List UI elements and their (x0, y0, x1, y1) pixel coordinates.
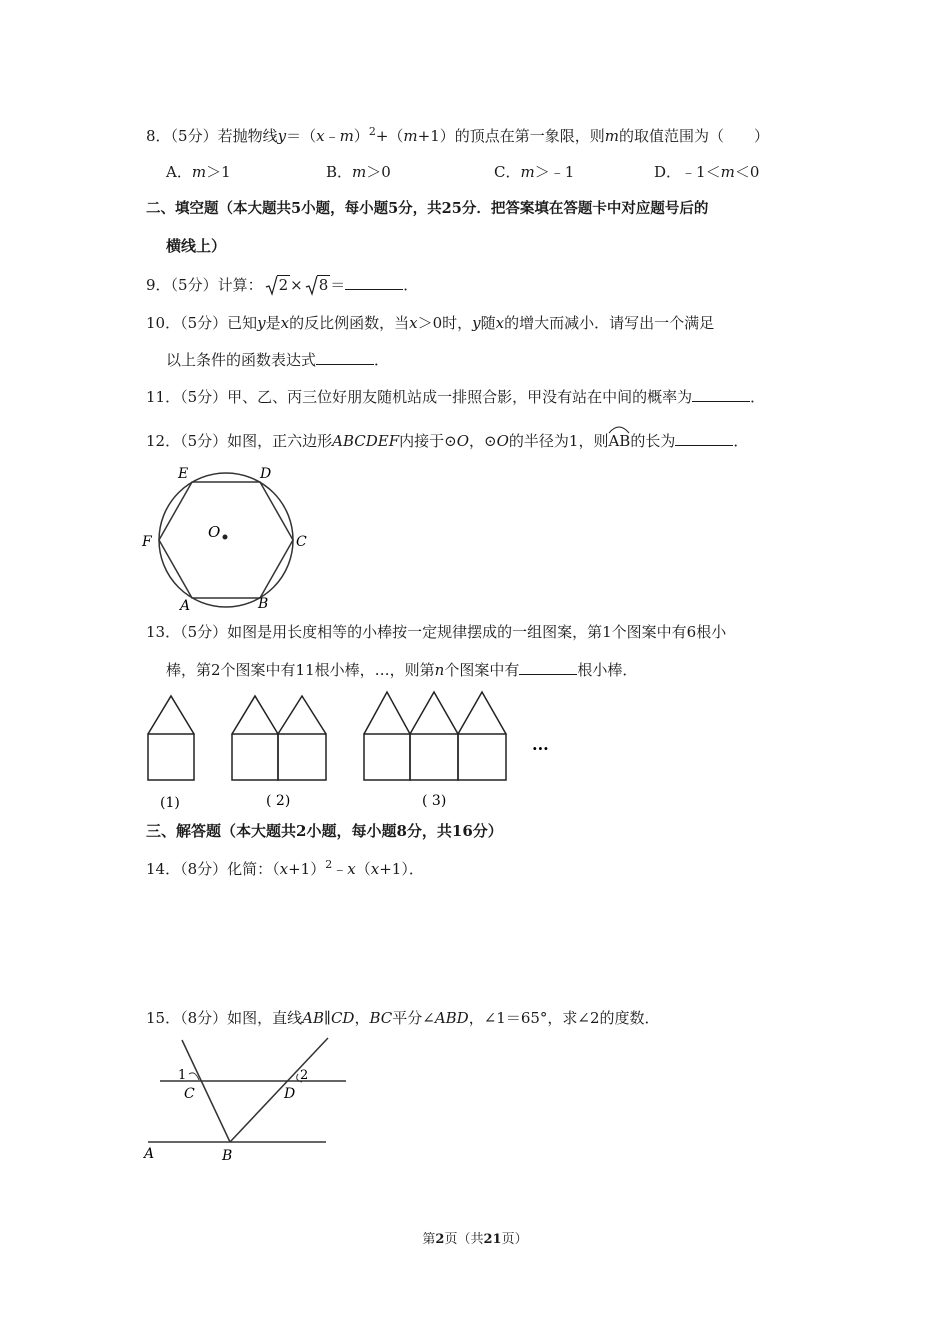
var-m: m (191, 163, 207, 181)
hexagon-figure (138, 458, 318, 618)
times-sign: × (290, 276, 303, 294)
section-2-heading: 二、填空题（本大题共5小题，每小题5分，共25分．把答案填在答题卡中对应题号后的 (146, 200, 709, 217)
q10-text: 的增大而减小．请写出一个满足 (504, 314, 715, 332)
label-d: D (260, 466, 272, 482)
q11-text: 11．（5分）甲、乙、丙三位好朋友随机站成一排照合影，甲没有站在中间的概率为 (146, 388, 693, 406)
q10-text: 以上条件的函数表达式 (166, 351, 317, 369)
q10-text: ． (374, 351, 390, 369)
label-a: A (144, 1146, 155, 1162)
footer-text: 页） (501, 1232, 528, 1247)
page-footer (0, 1228, 950, 1247)
pattern-1 (148, 696, 194, 780)
q8-text: 的取值范围为（ ） (619, 127, 770, 145)
var-m: m (520, 163, 535, 181)
q15-text: 15．（8分）如图，直线 (146, 1009, 303, 1027)
q12-text: 的长为 (630, 432, 676, 450)
circumcircle (159, 473, 293, 607)
var-y: y (277, 127, 287, 145)
var-x: x (316, 127, 325, 145)
q15-text: ， (354, 1009, 370, 1027)
q8-text: ＝（ (286, 127, 317, 145)
ellipsis: ··· (532, 739, 549, 758)
var-x: x (495, 314, 505, 332)
q15-text: ，∠1＝65°，求∠2的度数． (468, 1009, 660, 1027)
q12-text: ，⊙ (469, 432, 497, 450)
option-b (326, 162, 391, 182)
option-label: B． (326, 163, 353, 181)
q13-text: 棒，第2个图案中有11根小棒，…，则第 (166, 661, 435, 679)
q9-text: ． (403, 276, 419, 294)
page-total: 21 (483, 1232, 502, 1247)
question-10-cont (166, 350, 389, 370)
question-11 (146, 387, 765, 407)
question-9 (146, 275, 418, 295)
option-label: D． (654, 163, 682, 181)
answer-blank[interactable] (519, 660, 577, 675)
pattern-2 (232, 696, 326, 780)
q12-text: 内接于⊙ (399, 432, 457, 450)
label-e: E (178, 466, 189, 482)
var-y: y (472, 314, 481, 332)
question-13: 13．（5分）如图是用长度相等的小棒按一定规律摆成的一组图案，第1个图案中有6根小 (146, 623, 727, 641)
option-text: ﹣1＜ (681, 163, 721, 181)
q8-text: ） (353, 127, 369, 145)
radical-sign (265, 275, 279, 297)
hexagon (159, 482, 293, 598)
parallel-sign: ∥ (324, 1009, 331, 1027)
pattern-3 (364, 692, 506, 780)
option-text: ＞0 (366, 163, 391, 181)
q14-text: ﹣ (332, 860, 348, 878)
q10-text: 随 (480, 314, 496, 332)
question-12 (146, 431, 748, 451)
question-14 (146, 859, 424, 881)
var-m: m (403, 127, 418, 145)
option-label: C． (494, 163, 521, 181)
q12-text: 12．（5分）如图，正六边形 (146, 432, 333, 450)
var-x: x (279, 860, 289, 878)
stick-pattern-figure (140, 688, 560, 812)
radicand: 8 (318, 276, 329, 294)
var-m: m (352, 163, 367, 181)
label-b: B (222, 1148, 233, 1164)
sqrt-2 (265, 275, 291, 295)
q10-text: 10．（5分）已知 (146, 314, 258, 332)
var-x: x (347, 860, 356, 878)
q13-text: 个图案中有 (444, 661, 520, 679)
option-text: ＞1 (206, 163, 231, 181)
answer-blank[interactable] (316, 350, 374, 365)
label-d: D (284, 1086, 296, 1102)
caption-3: ( 3) (422, 793, 447, 809)
answer-blank[interactable] (692, 387, 750, 402)
q14-text: 14．（8分）化简：（ (146, 860, 280, 878)
var-x: x (409, 314, 418, 332)
caption-1: (1) (160, 795, 180, 811)
arc-ab (608, 431, 630, 451)
circle-name: O (456, 432, 470, 450)
q11-text: ． (750, 388, 766, 406)
option-c (494, 162, 574, 182)
q10-text: 是 (265, 314, 281, 332)
q8-text: 8．（5分）若抛物线 (146, 127, 278, 145)
q10-text: ＞0时， (417, 314, 473, 332)
answer-blank[interactable] (675, 431, 733, 446)
var-m: m (339, 127, 354, 145)
label-b: B (258, 596, 269, 612)
sqrt-8 (305, 275, 331, 295)
q9-text: 9．（5分）计算： (146, 276, 263, 294)
answer-blank[interactable] (345, 275, 403, 290)
arc-label: AB (608, 432, 631, 450)
radical-sign (305, 275, 319, 297)
q8-text: ﹣ (324, 127, 340, 145)
label-c: C (296, 534, 307, 550)
line-ab: AB (302, 1009, 324, 1027)
label-o: O (208, 523, 221, 541)
q10-text: 的反比例函数，当 (289, 314, 410, 332)
exponent: 2 (325, 858, 333, 871)
q12-text: 的半径为1，则 (508, 432, 609, 450)
page-number: 2 (435, 1232, 445, 1247)
var-x: x (370, 860, 380, 878)
var-n: n (434, 661, 445, 679)
var-m: m (604, 127, 619, 145)
arc-mark-icon (608, 424, 630, 434)
var-m: m (720, 163, 735, 181)
label-f: F (142, 534, 152, 550)
q15-text: 平分∠ (392, 1009, 435, 1027)
section-3-heading: 三、解答题（本大题共2小题，每小题8分，共16分） (146, 822, 503, 840)
q14-text: （ (355, 860, 371, 878)
option-label: A． (166, 163, 192, 181)
q14-text: +1） (288, 860, 326, 878)
option-a (166, 162, 231, 182)
line-bc: BC (369, 1009, 393, 1027)
q8-text: +（ (375, 127, 404, 145)
footer-text: 页（共 (444, 1232, 484, 1247)
circle-name: O (496, 432, 509, 450)
q14-text: +1）． (379, 860, 424, 878)
label-a: A (180, 598, 191, 614)
option-text: ＞﹣1 (534, 163, 575, 181)
q12-text: ． (733, 432, 749, 450)
var-y: y (257, 314, 266, 332)
label-2: 2 (300, 1068, 309, 1083)
segment-bd (230, 1038, 328, 1142)
angle-abd: ABD (434, 1009, 469, 1027)
equals-sign: ＝ (330, 276, 346, 294)
parallel-lines-figure (138, 1034, 358, 1164)
caption-2: ( 2) (266, 793, 291, 809)
label-c: C (184, 1086, 195, 1102)
center-point (223, 535, 228, 540)
question-15 (146, 1008, 660, 1028)
q8-text: +1）的顶点在第一象限，则 (417, 127, 605, 145)
radicand: 2 (278, 276, 289, 294)
question-13-cont (166, 660, 637, 680)
question-8 (146, 126, 769, 148)
option-text: ＜0 (734, 163, 760, 181)
polygon-name: ABCDEF (332, 432, 400, 450)
q13-text: 根小棒． (577, 661, 638, 679)
option-d (654, 162, 759, 182)
section-2-heading-cont: 横线上） (166, 237, 227, 255)
line-cd: CD (330, 1009, 355, 1027)
question-10 (146, 313, 714, 333)
exponent: 2 (368, 125, 376, 138)
footer-text: 第 (422, 1232, 436, 1247)
label-1: 1 (178, 1068, 187, 1083)
var-x: x (280, 314, 290, 332)
